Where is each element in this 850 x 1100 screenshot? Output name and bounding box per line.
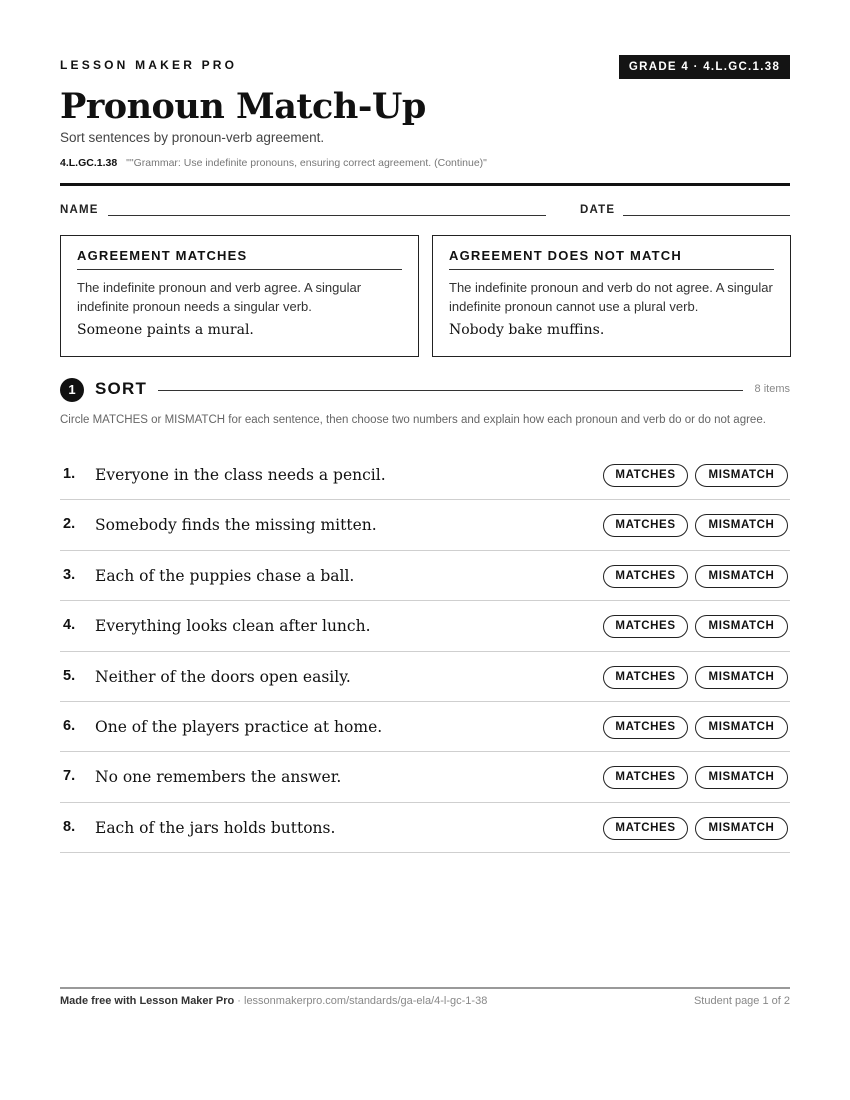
sentence-row [60, 450, 790, 500]
mismatch-option[interactable]: MISMATCH [695, 615, 788, 638]
header-divider [60, 183, 790, 186]
page-subtitle: Sort sentences by pronoun-verb agreement. [60, 130, 325, 145]
item-number: 8. [63, 818, 76, 835]
mismatch-option[interactable]: MISMATCH [695, 716, 788, 739]
date-field[interactable] [623, 215, 790, 216]
standard-code: 4.L.GC.1.38 [60, 157, 118, 169]
standard-line [60, 157, 487, 169]
box-description: The indefinite pronoun and verb do not agree. A singular indefinite pronoun cannot use a plural verb. [449, 280, 773, 314]
matches-option[interactable]: MATCHES [603, 565, 688, 588]
footer-url[interactable]: · lessonmakerpro.com/standards/ga-ela/4-l-gc-1-38 [234, 995, 488, 1007]
sentence-row [60, 803, 790, 853]
page-indicator: Student page 1 of 2 [693, 995, 790, 1007]
sentence-text: Each of the puppies chase a ball. [95, 566, 355, 585]
brand-name: LESSON MAKER PRO [60, 58, 238, 72]
section-number-badge: 1 [60, 378, 84, 402]
section-divider [158, 390, 743, 391]
agreement-matches-box [60, 235, 419, 357]
section-title: SORT [95, 379, 148, 398]
mismatch-option[interactable]: MISMATCH [695, 666, 788, 689]
sentence-text: One of the players practice at home. [95, 717, 383, 736]
item-number: 6. [63, 717, 76, 734]
sentence-row [60, 551, 790, 601]
item-number: 3. [63, 566, 76, 583]
sentence-text: No one remembers the answer. [95, 768, 342, 787]
item-number: 5. [63, 667, 76, 684]
box-example: Someone paints a mural. [77, 322, 254, 338]
section-instructions: Circle MATCHES or MISMATCH for each sentence, then choose two numbers and explain how each pronoun and verb do or do not agree. [60, 414, 766, 426]
matches-option[interactable]: MATCHES [603, 716, 688, 739]
sentence-row [60, 752, 790, 802]
page-title: Pronoun Match-Up [60, 86, 426, 127]
sentence-text: Somebody finds the missing mitten. [95, 516, 377, 535]
footer-credit [60, 995, 487, 1007]
sentence-row [60, 702, 790, 752]
name-label: NAME [60, 204, 99, 216]
item-number: 7. [63, 768, 76, 785]
item-number: 2. [63, 516, 76, 533]
mismatch-option[interactable]: MISMATCH [695, 464, 788, 487]
standard-description: ""Grammar: Use indefinite pronouns, ensuring correct agreement. (Continue)" [126, 157, 487, 169]
sentence-text: Each of the jars holds buttons. [95, 818, 336, 837]
mismatch-option[interactable]: MISMATCH [695, 565, 788, 588]
grade-badge: GRADE 4 · 4.L.GC.1.38 [619, 55, 790, 79]
sentence-text: Neither of the doors open easily. [95, 667, 351, 686]
sentence-row [60, 652, 790, 702]
made-with-text: Made free with Lesson Maker Pro [60, 995, 235, 1007]
name-field[interactable] [108, 215, 546, 216]
matches-option[interactable]: MATCHES [603, 514, 688, 537]
item-number: 4. [63, 617, 76, 634]
item-count: 8 items [754, 383, 790, 395]
mismatch-option[interactable]: MISMATCH [695, 766, 788, 789]
matches-option[interactable]: MATCHES [603, 817, 688, 840]
box-heading: AGREEMENT DOES NOT MATCH [449, 248, 774, 270]
sentence-list [60, 450, 790, 853]
agreement-mismatch-box [432, 235, 791, 357]
box-heading: AGREEMENT MATCHES [77, 248, 402, 270]
box-example: Nobody bake muffins. [449, 322, 605, 338]
date-label: DATE [580, 204, 616, 216]
sentence-text: Everything looks clean after lunch. [95, 617, 371, 636]
item-number: 1. [63, 466, 76, 482]
matches-option[interactable]: MATCHES [603, 666, 688, 689]
mismatch-option[interactable]: MISMATCH [695, 817, 788, 840]
sentence-text: Everyone in the class needs a pencil. [95, 466, 386, 484]
box-description: The indefinite pronoun and verb agree. A singular indefinite pronoun needs a singular verb. [77, 280, 362, 314]
mismatch-option[interactable]: MISMATCH [695, 514, 788, 537]
footer-divider [60, 987, 790, 989]
sentence-row [60, 500, 790, 550]
sentence-row [60, 601, 790, 651]
matches-option[interactable]: MATCHES [603, 615, 688, 638]
matches-option[interactable]: MATCHES [603, 766, 688, 789]
matches-option[interactable]: MATCHES [603, 464, 688, 487]
